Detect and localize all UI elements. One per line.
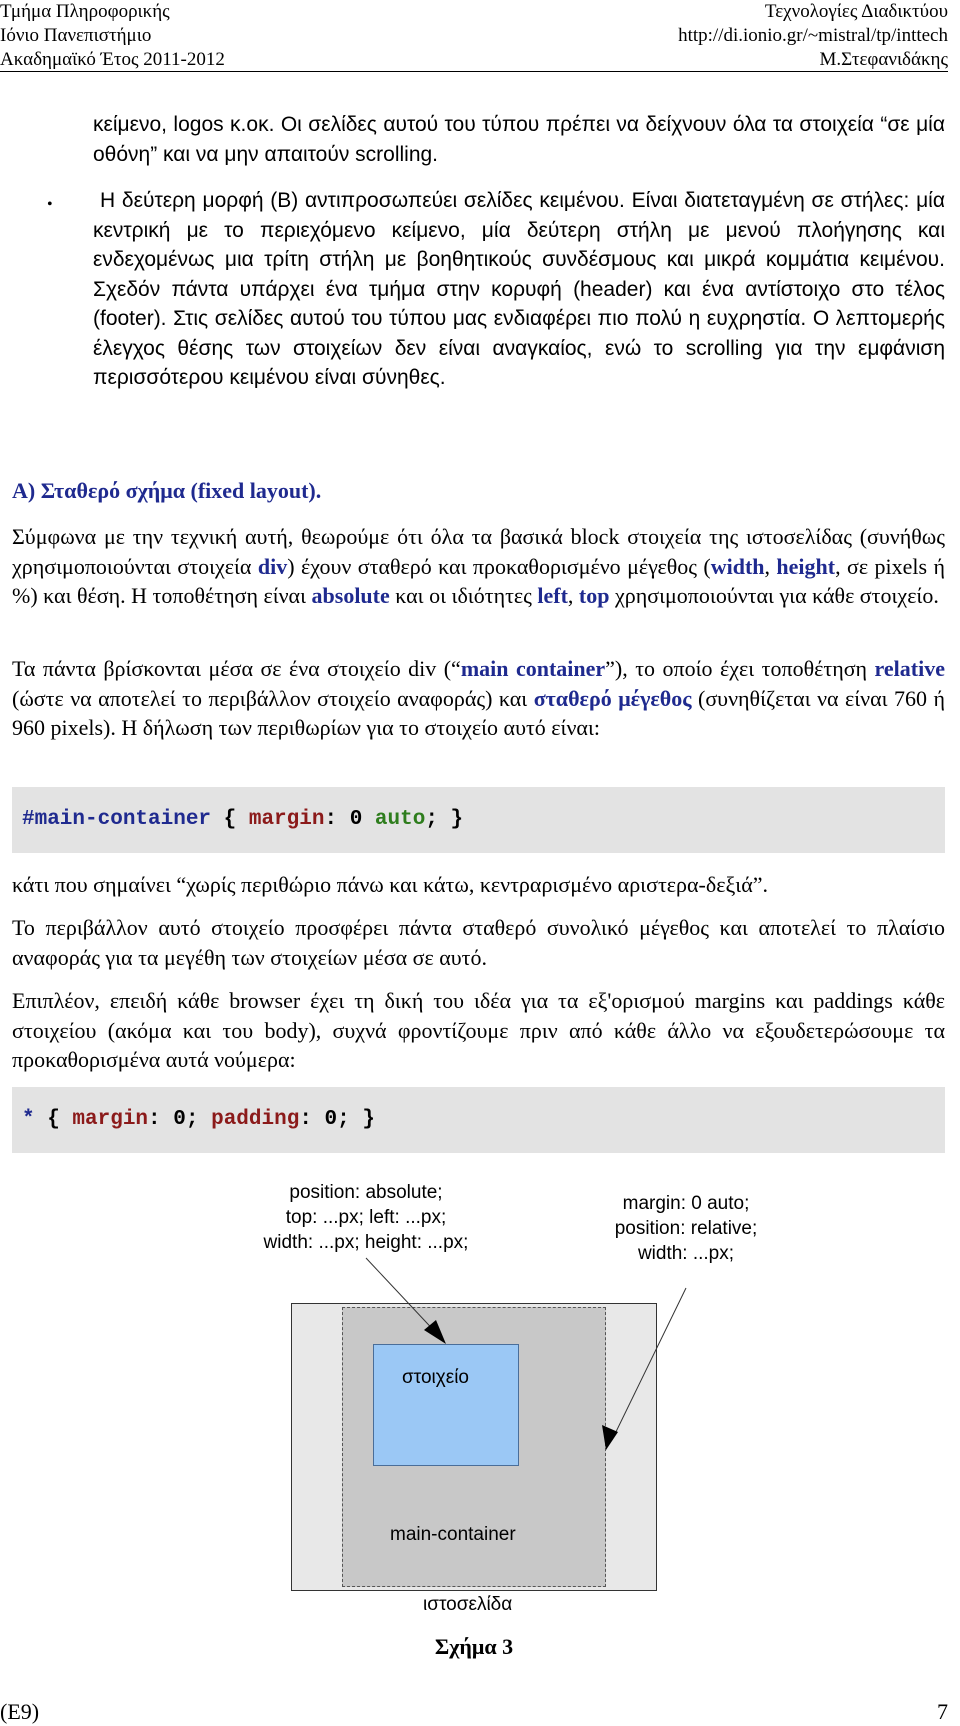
element-label: στοιχείο xyxy=(402,1367,469,1388)
text-span: ”), το οποίο έχει τοποθέτηση xyxy=(605,656,875,681)
intro-continuation: κείμενο, logos κ.οκ. Οι σελίδες αυτού του τύπου πρέπει να δείχνουν όλα τα στοιχεία “σε μία οθόνη” και να μην απαιτούν scrolling. xyxy=(93,113,945,166)
text-span: Σύμφωνα με την τεχνική αυτή, θεωρούμε ότι όλα τα βασικά block στοιχεία της ιστοσελίδας (συνήθως χρησιμοποιούνται στοιχεία xyxy=(12,524,945,579)
page-number: 7 xyxy=(937,1699,948,1724)
term-relative: relative xyxy=(874,656,945,681)
header-dept: Τμήμα Πληροφορικής xyxy=(0,1,170,22)
arrow-head-relative xyxy=(602,1425,618,1450)
term-left: left xyxy=(537,583,568,608)
code-property: margin xyxy=(72,1108,149,1131)
code-selector: #main-container xyxy=(22,808,212,831)
code-property: padding xyxy=(211,1108,300,1131)
text-span: χρησιμοποιούνται για κάθε στοιχείο. xyxy=(609,583,939,608)
text-span: , σε pixels ή %) και θέση. Η τοποθέτηση είναι xyxy=(12,553,946,608)
paragraph-reference-frame: Το περιβάλλον αυτό στοιχείο προσφέρει πάντα σταθερό συνολικό μέγεθος και αποτελεί το πλαίσιο αναφοράς για τα μεγέθη των στοιχείων μέσα σε αυτό. xyxy=(12,915,945,970)
code-punct: ; } xyxy=(425,808,464,831)
code-value-keyword: auto xyxy=(374,808,426,831)
term-absolute: absolute xyxy=(311,583,390,608)
arrow-line-relative xyxy=(612,1288,686,1440)
text-span: ) έχουν σταθερό και προκαθορισμένο μέγεθος ( xyxy=(287,553,711,579)
arrow-line-absolute xyxy=(366,1258,440,1337)
intro-bullet-text: Η δεύτερη μορφή (Β) αντιπροσωπεύει σελίδες κειμένου. Είναι διατεταγμένη σε στήλες: μία κεντρική με το περιεχόμενο κείμενο, μία δεύτερη στήλη με μενού πλοήγησης και ενδεχομένως μια τρίτη στήλη με βοηθητικούς συνδέσμους και μικρά κομμάτια κειμένου. Σχεδόν πάντα υπάρχει ένα τμήμα στην κορυφή (header) και ένα αντίστοιχο στο τέλος (footer). Στις σελίδες αυτού του τύπου μας ενδιαφέρει πιο πολύ η ευχρηστία. Ο λεπτομερής έλεγχος θέσης των στοιχείων δεν είναι αναγκαίος, ενώ το scrolling για την εμφάνιση περισσότερου κειμένου είναι σύνηθες. xyxy=(93,189,945,389)
note-line: top: ...px; left: ...px; xyxy=(285,1207,447,1228)
term-height: height xyxy=(776,553,836,579)
note-line: position: relative; xyxy=(614,1218,758,1239)
code-punct: { xyxy=(211,808,249,831)
header-url: http://di.ionio.gr/~mistral/tp/inttech xyxy=(678,25,948,46)
code-punct: ; xyxy=(185,1108,212,1131)
code-punct: ; } xyxy=(337,1108,375,1131)
code-value-number: 0 xyxy=(349,808,363,831)
text-span: (συνηθίζεται να είναι 760 ή 960 pixels). Η δήλωση των περιθωρίων για το στοιχείο αυτό είναι: xyxy=(12,685,946,740)
note-line: width: ...px; xyxy=(637,1243,735,1264)
figure-caption: Σχήμα 3 xyxy=(434,1634,514,1659)
paragraph-reset: Επιπλέον, επειδή κάθε browser έχει τη δική του ιδέα για τα εξ'ορισμού margins και paddings κάθε στοιχείου (ακόμα και του body), συχνά φροντίζουμε πριν από κάθε άλλο να εξουδετερώσουμε τα προκαθορισμένα αυτά νούμερα: xyxy=(12,988,945,1072)
term-main-container: main container xyxy=(460,656,606,681)
code-punct: : xyxy=(324,808,350,831)
note-line: position: absolute; xyxy=(289,1182,443,1203)
code-value-number: 0 xyxy=(324,1108,338,1131)
code-property: margin xyxy=(248,808,325,831)
term-fixed-size: σταθερό μέγεθος xyxy=(533,685,692,711)
text-span: και οι ιδιότητες xyxy=(389,583,538,608)
code-punct: { xyxy=(34,1108,73,1131)
code-punct: : xyxy=(148,1108,174,1131)
code-punct: : xyxy=(299,1108,325,1131)
term-top: top xyxy=(578,583,610,608)
header-university: Ιόνιο Πανεπιστήμιο xyxy=(0,25,152,46)
paragraph-meaning: κάτι που σημαίνει “χωρίς περιθώριο πάνω και κάτω, κεντραρισμένο αριστερα-δεξιά”. xyxy=(12,872,768,897)
note-line: margin: 0 auto; xyxy=(622,1193,750,1214)
note-line: width: ...px; height: ...px; xyxy=(263,1232,469,1253)
header-course: Τεχνολογίες Διαδικτύου xyxy=(764,1,948,22)
text-span: , xyxy=(567,583,579,608)
footer-label: (Ε9) xyxy=(0,1699,40,1724)
text-span: (ώστε να αποτελεί το περιβάλλον στοιχείο αναφοράς) και xyxy=(12,685,534,711)
bullet-marker: • xyxy=(47,196,53,213)
container-label: main-container xyxy=(390,1524,516,1545)
header-author: Μ.Στεφανιδάκης xyxy=(819,49,948,70)
text-span: Τα πάντα βρίσκονται μέσα σε ένα στοιχείο div (“ xyxy=(12,656,461,681)
text-span: , xyxy=(764,553,777,579)
term-width: width xyxy=(710,553,765,579)
header-year: Ακαδημαϊκό Έτος 2011-2012 xyxy=(0,49,225,70)
code-value-number: 0 xyxy=(173,1108,186,1131)
page-label: ιστοσελίδα xyxy=(423,1594,513,1615)
term-div: div xyxy=(257,553,288,579)
section-title: Α) Σταθερό σχήμα (fixed layout). xyxy=(12,478,322,503)
code-selector: * xyxy=(22,1108,35,1131)
